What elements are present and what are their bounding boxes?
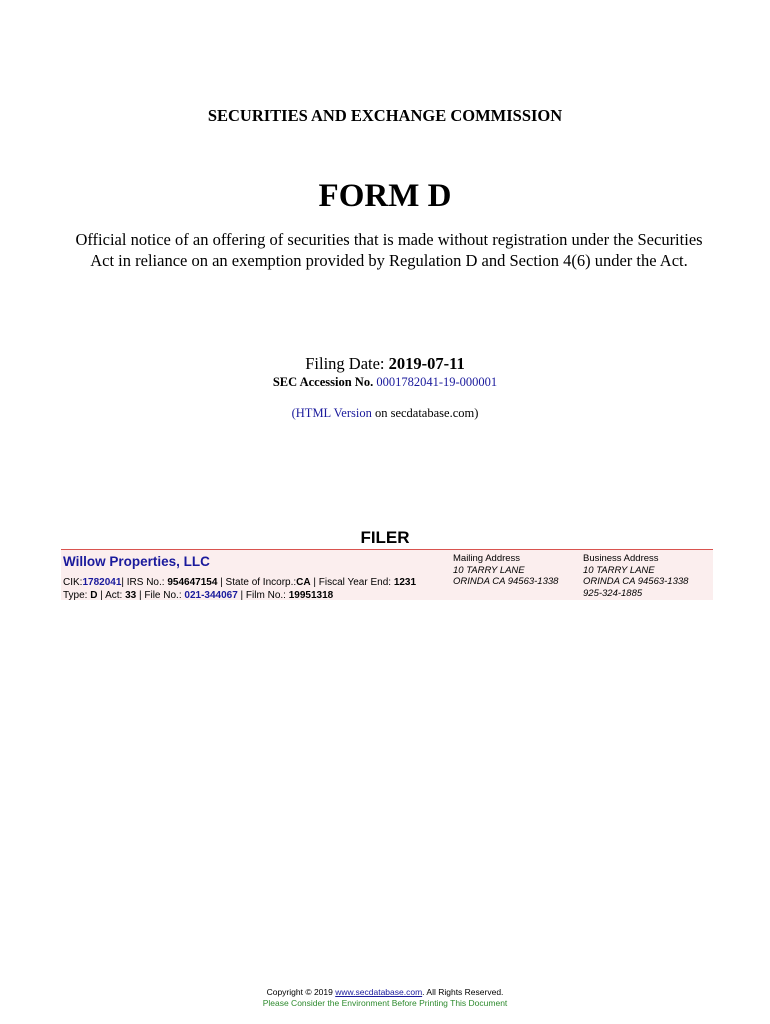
form-title: FORM D <box>318 178 452 214</box>
fiscal-label: | Fiscal Year End: <box>310 577 394 588</box>
accession-label: SEC Accession No. <box>272 375 377 389</box>
film-label: | Film No.: <box>237 590 289 601</box>
mailing-address-heading: Mailing Address <box>453 553 521 564</box>
description-line-1: Official notice of an offering of securities that is made without registration under the Securities <box>75 230 703 249</box>
copyright-link[interactable]: www.secdatabase.com <box>335 987 423 997</box>
type-label: Type: <box>63 590 91 601</box>
filer-filing-details <box>63 589 333 602</box>
accession-link[interactable]: 0001782041-19-000001 <box>376 375 498 389</box>
type-value: D <box>90 590 98 601</box>
mailing-address-line-1: 10 TARRY LANE <box>453 564 525 576</box>
copyright-suffix: . All Rights Reserved. <box>422 987 504 997</box>
fiscal-value: 1231 <box>393 577 417 588</box>
environment-note: Please Consider the Environment Before Printing This Document <box>262 998 508 1008</box>
html-version-link[interactable]: HTML Version <box>295 406 372 420</box>
business-address-line-1: 10 TARRY LANE <box>583 564 655 576</box>
html-version-open-paren: ( <box>291 406 296 420</box>
html-version-note <box>0 406 770 421</box>
copyright-prefix: Copyright © 2019 <box>266 987 336 997</box>
html-version-suffix: on secdatabase.com) <box>371 406 479 420</box>
cik-link[interactable]: 1782041 <box>82 577 122 588</box>
film-value: 19951318 <box>288 590 334 601</box>
act-label: | Act: <box>97 590 126 601</box>
act-value: 33 <box>125 590 137 601</box>
filing-date-label: Filing Date: <box>305 354 389 373</box>
copyright-notice <box>0 987 770 997</box>
business-address <box>583 553 688 599</box>
agency-title: SECURITIES AND EXCHANGE COMMISSION <box>207 106 563 125</box>
state-label: | State of Incorp.: <box>217 577 297 588</box>
mailing-address-line-2: ORINDA CA 94563-1338 <box>453 576 559 587</box>
filer-identifiers <box>63 576 416 589</box>
cik-label: CIK: <box>63 577 83 588</box>
irs-label: | IRS No.: <box>121 577 168 588</box>
state-value: CA <box>296 577 311 588</box>
file-label: | File No.: <box>136 590 185 601</box>
accession-number <box>0 375 770 390</box>
file-no-link[interactable]: 021-344067 <box>184 590 238 601</box>
mailing-address <box>453 553 558 588</box>
business-phone: 925-324-1885 <box>583 587 643 599</box>
business-address-line-2: ORINDA CA 94563-1338 <box>583 576 689 587</box>
filing-date-value: 2019-07-11 <box>388 354 465 373</box>
filer-heading: FILER <box>360 528 410 547</box>
irs-value: 954647154 <box>167 577 218 588</box>
description-line-2: Act in reliance on an exemption provided by Regulation D and Section 4(6) under the Act. <box>90 251 688 270</box>
form-description <box>55 229 723 271</box>
business-address-heading: Business Address <box>583 553 659 564</box>
company-name[interactable]: Willow Properties, LLC <box>63 554 210 569</box>
filing-date <box>0 354 770 374</box>
